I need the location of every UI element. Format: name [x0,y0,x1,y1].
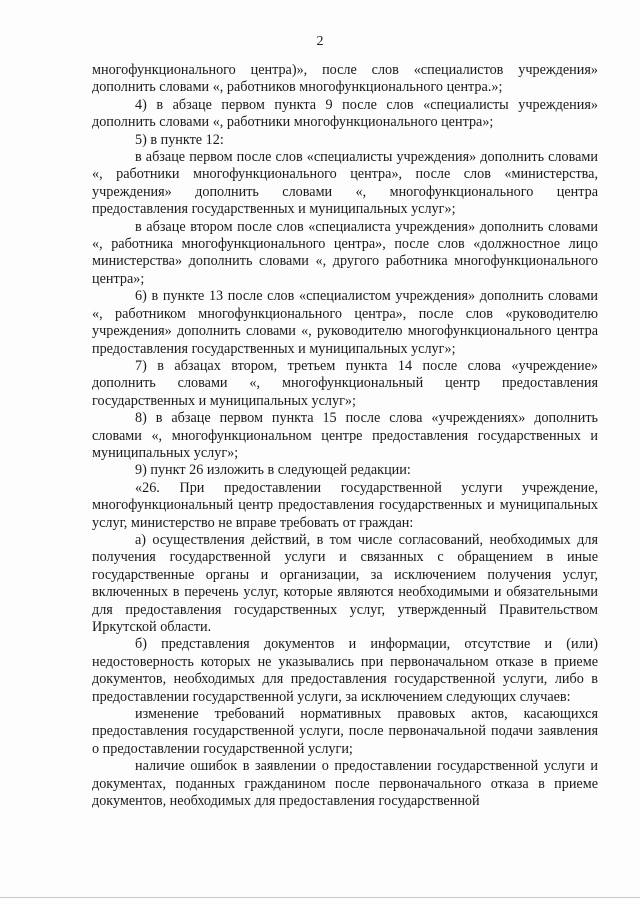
paragraph: 5) в пункте 12: [135,131,224,148]
paragraph: в абзаце первом после слов «специалисты учреждения» дополнить словами «, работники многофункционального центра», после слов «министерства, учреждения» дополнить словами «, многофункционального центра предоставления государственных и муниципальных услуг»; [92,149,598,218]
paragraph: а) осуществления действий, в том числе согласований, необходимых для получения государственной услуги и связанных с обращением в иные государственные органы и организации, за исключением получения услуг, включенных в перечень услуг, которые являются необходимыми и обязательными для предоставления государственных услуг, утвержденный Правительством Иркутской области. [92,531,598,635]
paragraph: изменение требований нормативных правовых актов, касающихся предоставления государственной услуги, после первоначальной подачи заявления о предоставлении государственной услуги; [92,706,598,757]
paragraph: «26. При предоставлении государственной услуги учреждение, многофункциональный центр предоставления государственных и муниципальных услуг, министерство не вправе требовать от граждан: [92,479,598,531]
paragraph: 7) в абзацах втором, третьем пункта 14 после слова «учреждение» дополнить словами «, многофункциональный центр предоставления государственных и муниципальных услуг»; [92,357,598,409]
paragraph: 6) в пункте 13 после слов «специалистом учреждения» дополнить словами «, работником многофункционального центра», после слов «руководителю учреждения» дополнить словами «, руководителю многофункционального центра предоставления государственных и муниципальных услуг»; [92,288,598,357]
paragraph: 8) в абзаце первом пункта 15 после слова «учреждениях» дополнить словами «, многофункциональном центре предоставления государственных и муниципальных услуг»; [92,410,598,461]
page-number: 2 [316,34,324,49]
document-body [92,62,598,810]
paragraph: наличие ошибок в заявлении о предоставлении государственной услуги и документах, поданных гражданином после первоначального отказа в приеме документов, необходимых для предоставления государственной [92,758,598,810]
scan-edge-line [0,897,640,898]
paragraph: в абзаце втором после слов «специалиста учреждения» дополнить словами «, работника многофункционального центра», после слов «должностное лицо министерства» дополнить словами «, другого работника многофункционального центра»; [92,218,598,287]
paragraph: многофункционального центра)», после слов «специалистов учреждения» дополнить словами «, работников многофункционального центра.»; [92,62,598,96]
paragraph: 9) пункт 26 изложить в следующей редакции: [135,462,411,479]
paragraph: б) представления документов и информации, отсутствие и (или) недостоверность которых не указывались при первоначальном отказе в приеме документов, необходимых для предоставления государственной услуги, либо в предоставлении государственной услуги, за исключением следующих случаев: [92,636,598,705]
paragraph: 4) в абзаце первом пункта 9 после слов «специалисты учреждения» дополнить словами «, работники многофункционального центра»; [92,96,598,131]
